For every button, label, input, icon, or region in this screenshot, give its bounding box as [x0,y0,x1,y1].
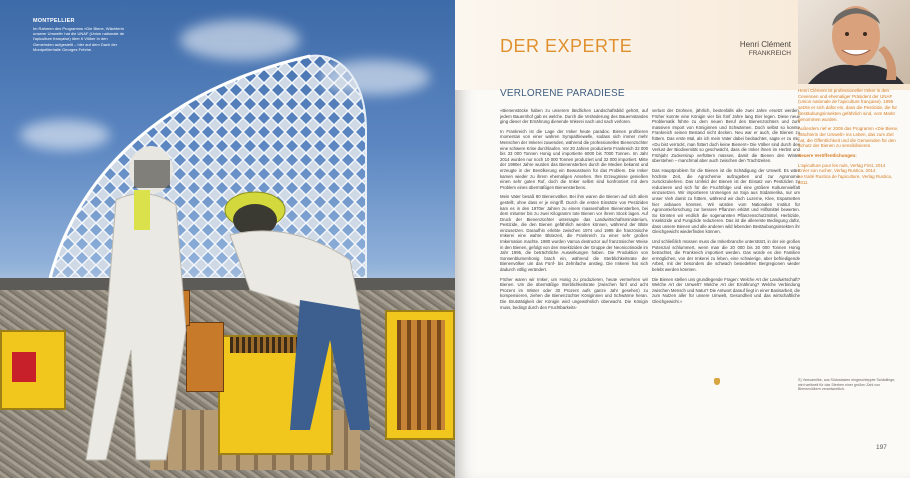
article-column-2 [652,108,800,309]
section-title: DER EXPERTE [500,36,633,56]
expert-country: FRANKREICH [748,50,791,57]
caption-heading: MONTPELLIER [33,18,75,24]
hive-frames-right [397,320,445,430]
end-mark-icon [714,378,720,385]
article-title: VERLORENE PARADIESE [500,88,625,99]
expert-sidebar [798,88,902,190]
right-page [455,0,910,478]
beehive-left [0,330,66,410]
beehive-right [385,310,455,440]
expert-portrait [798,0,910,84]
caption-text: Im Rahmen des Programms «Die Biene, Wächterin unserer Umwelt» hat die UNAF (Union nationale de l'apiculture française) über 6 Völker in den Gemeinden aufgestellt – hier auf dem Dach der Montpellierhalle Georges Frêche. [33,26,125,52]
expert-name-block [740,40,791,57]
sidebar-program: Außerdem rief er 2005 das Programm «Die Biene, Wächterin der Umwelt» ins Leben, das zum Ziel hat, die Öffentlichkeit und die Gemeinden für den Schutz der Bienen zu sensibilisieren. [798,126,899,149]
photo-credit: S) Varroamilbe, aus Südostasien eingeschleppte Schädlinge, wird weltweit für das Sterben einer großen Zahl von Bienenvölkern verantwortlich. [798,378,896,392]
paragraph: «Bienenstöcke haben zu unserem ländlichen Landschaftsbild gehört, auf jedem Bauernhof gab es welche. Durch die Veränderung des Bauernstandes ging dieser der Ernährung dienende Imkerei nach und nach verloren. [500,108,648,125]
paragraph: Die Bienen stellen uns grundlegende Fragen: Welche Art der Landwirtschaft? Welche Art der Umwelt? Welche Art der Ernährung? Welche Verbindung zwischen Mensch und Natur? Die Antwort darauf liegt in einer Basisarbeit, die zum Nutzen aller für unsere Umwelt, Gesundheit und das wirtschaftliche Gleichgewicht.» [652,276,800,304]
beekeeper-left [76,130,196,470]
paragraph: Das Hauptproblem für die Bienen ist die Schädigung der Umwelt. Es wäre höchste Zeit, die Agrochemie aufzugeben und zur Agronomie zurückzukehren. Das Umfeld der Bienen ist der Einsatz von Pestiziden zu reduzieren und sich für die Fruchtfolge und eine größere Kulturenvielfalt einzusetzen. Wir importieren Unmengen an Soja aus Südamerika, nur um unser Vieh damit zu füttern, während wir doch Luzerne, Klee, Esparsetten hier anbauen könnten. Wir würden vom Nationalen Institut für Agronomieforschung zur bessere Pflanzen erklärt und Hilfsmittel bewerten. So könnten wir endlich die sogenannten Pflanzenschutzmittel, Herbizide, Insektizide und Fungizide reduzieren. Das ist die allererste Bedingung dafür, dass unsere Bienen und alle anderen wild lebenden Bestäubungsinsekten ihr Gleichgewicht wiederfinden können. [652,167,800,235]
page-number: 197 [876,444,887,451]
article-column-1 [500,108,648,314]
paragraph: In Frankreich ist die Lage der Imker heute paradox. Bienen profitieren momentan von einer wahren Sympathiewelle, sodass sich immer mehr Menschen der Imkerei zuwenden, während die professionellen Bienenzüchter eine schwere Krise durchlaufen. Vor 20 Jahren produzierte Frankreich 32 000 bis 33 000 Tonnen Honig und importierte 6000 bis 7000 Tonnen. Im Jahr 2014 wurden nur noch 10 000 Tonnen produziert und 32 000 importiert. Mitte der 1990er Jahre wurden das Bienensterben durch die Medien bekannt und erzeugte in der Bevölkerung ein Bewusstsein für das Problem. Die Imker kamen wieder zu ihrem ehemaligen Ansehen. Ihre Erzeugnisse genießen einen sehr guten Ruf, doch die Imker selbst sind konfrontiert mit dem Problem eines übermäßigen Bienensterbens. [500,128,648,190]
sidebar-bio: Henri Clément ist professioneller Imker in den Cevennen und ehemaliger Präsident der UNAF (Union nationale de l'apiculture française). 1996 setzte er sich dafür ein, dass die Pestizide, die für Bestäubungsinsekten gefährlich sind, vom Markt genommen wurden. [798,88,898,122]
paragraph: verlust der Drohnen, jährlich, bestenfalls alle zwei Jahre ersetzt werden. Früher konnte eine Königin vier bis fünf Jahre lang Eier legen. Diese neue Problematik führte zu dem neuen Beruf des Bienenzüchters und zum massiven Import von Königinnen und Schwärmen. Doch selbst so konnte Frankreich seinen Bestand nicht decken. Neu war er auch, die Bienen zu füttern. Das erste Mal, als ich mein Vater dabei beobachtet, sagte er zu mir: «Du bist verrückt, man füttert doch keine Bienen!» Die Völker sind durch den Verlust der Biodiversität so geschwächt, dass die Imker ihnen im Herbst und Frühjahr Zuckersirup verfüttern müssen, damit die Bienen den Winter überstehen – manchmal aber auch zwischen den Trachtzeiten. [652,108,800,164]
sidebar-publications: L'apiculture pour les nuls, Verlag First, 2014 Créer son rucher, Verlag Rustica, 2014 Le traité Rustica de l'apiculture, Verlag Rustica, 2011 [798,162,893,185]
sidebar-publications-heading: Neuere Veröffentlichungen: [798,153,857,159]
paragraph: Mein Vater besaß 80 Bienenvölker. Bei ihm waren die Bienen auf sich allein gestellt, ohne dass er je eingriff. Durch die ersten Einsätze von Pestiziden kam es in den 1970er Jahren zu einem massenhaften Bienensterben, bei dem mitunter bis zu zwei Kilogramm tote Bienen vor ihrem Stock lagen. Auf Druck der Bienenzüchter untersagte das Landwirtschaftsministerium, Pestizide, die den Bienen gefährlich werden können, während der Blüte einzusetzen. Daraufhin erlebte zwischen 1974 und 1995 die französische Imkerei eine wahre Blütezeit, die Frankreich zu einer sehr großen Imkernation machte. 1980 wurden Varroa destructor auf französischer Weise in den Bienen, gefolgt von den Insektiziden der Gruppe der Neonicotinoide im Jahr 1995, die beträchtliche Auswirkungen haben. Die Produktion von Sonnenblumenhonig brach ein, während die Sterblichkeitsrate der Bienenvölker um das Fünf- bis Zehnfache anstieg. Die Imkerei hat sich dadurch völlig verändert. [500,194,648,273]
photo-caption [33,18,129,52]
la-region-logo [12,352,36,382]
paragraph: Und schließlich müssen muss die Imkerbranche unterstützt, in der ein großes Potenzial schlummert, wenn man die 20 000 bis 30 000 Tonnen Honig betrachtet, die Frankreich importiert werden. Das würde es den Familien ermöglichen, von der Imkerei zu leben, eine schwierige, aber befriedigende Arbeit, mit der besonders die schwach besiedelten Bergregionen wieder belebt werden könnten. [652,239,800,273]
beekeeper-right [210,190,380,440]
paragraph: Früher waren wir Imker, um Honig zu produzieren, heute vermehren wir Bienen. Um die übermäßige Sterblichkeitsrate (zwischen fünf und acht Prozent im Winter oder 30 Prozent aufs ganze Jahr gesehen) zu kompensieren, ziehen die Bienenzüchter Königinnen und Schwärme heran. Die Brutstätigkeit der Königin wird ungewöhnlich überwacht. Die Königin muss, bedingt durch den Fruchtbarkeits- [500,276,648,310]
expert-name: Henri Clément [739,40,791,49]
